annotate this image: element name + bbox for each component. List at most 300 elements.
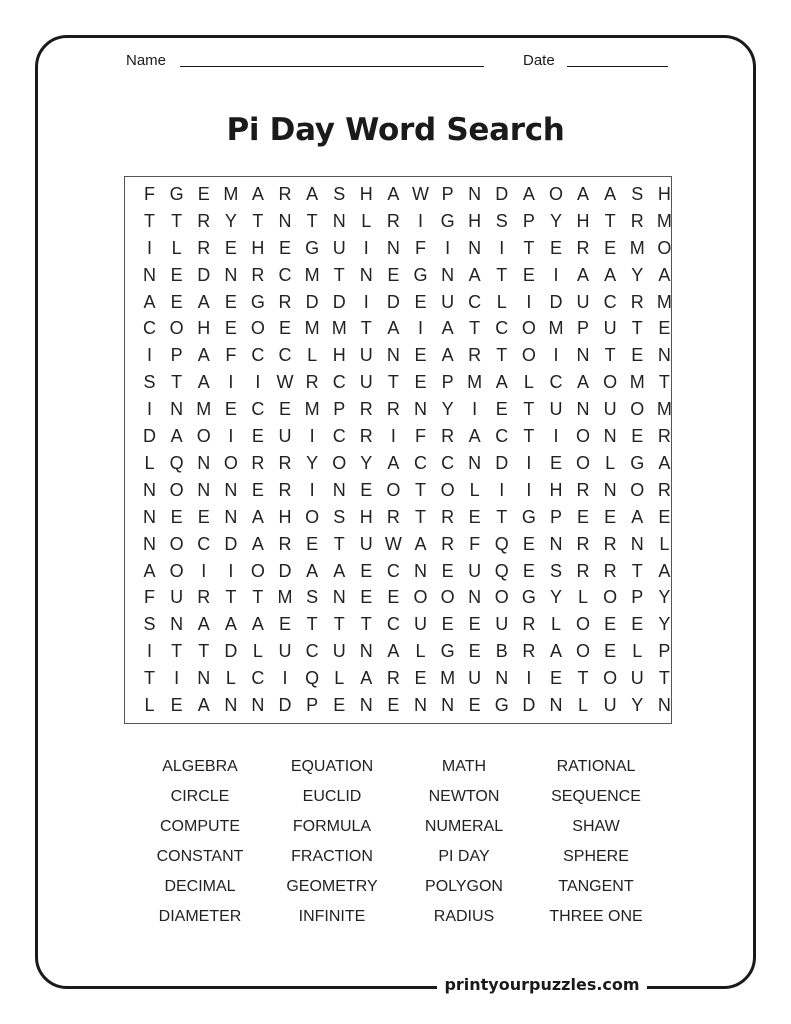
- grid-letter: G: [440, 210, 455, 231]
- grid-letter: N: [441, 264, 455, 285]
- grid-letter: N: [630, 533, 644, 554]
- grid-letter: U: [576, 291, 590, 312]
- grid-letter: R: [441, 506, 455, 527]
- grid-letter: Q: [169, 452, 184, 473]
- grid-letter: I: [309, 479, 315, 500]
- grid-letter: R: [603, 533, 617, 554]
- grid-letter: O: [196, 426, 211, 447]
- grid-letter: S: [143, 372, 156, 393]
- grid-letter: N: [603, 479, 617, 500]
- grid-letter: U: [549, 399, 563, 420]
- grid-letter: C: [413, 452, 427, 473]
- grid-row: [136, 531, 678, 558]
- grid-letter: I: [526, 452, 532, 473]
- grid-letter: U: [359, 533, 373, 554]
- grid-letter: E: [468, 641, 481, 662]
- grid-letter: G: [521, 506, 536, 527]
- grid-letter: H: [332, 345, 346, 366]
- grid-letter: T: [252, 587, 264, 608]
- grid-letter: N: [224, 264, 238, 285]
- word-list-item: CIRCLE: [170, 788, 230, 805]
- grid-letter: O: [521, 345, 536, 366]
- grid-letter: O: [576, 614, 591, 635]
- grid-letter: A: [224, 614, 237, 635]
- grid-letter: C: [251, 345, 265, 366]
- grid-letter: R: [197, 210, 211, 231]
- grid-letter: A: [549, 641, 562, 662]
- grid-letter: T: [604, 345, 616, 366]
- grid-letter: N: [549, 695, 563, 716]
- word-list-item: PI DAY: [438, 848, 490, 865]
- grid-letter: O: [169, 533, 184, 554]
- grid-letter: N: [468, 183, 482, 204]
- grid-letter: R: [278, 533, 292, 554]
- grid-letter: N: [143, 506, 157, 527]
- grid-row: [136, 208, 678, 235]
- grid-letter: L: [144, 695, 155, 716]
- grid-letter: T: [171, 372, 183, 393]
- grid-letter: T: [144, 210, 156, 231]
- grid-letter: T: [144, 668, 156, 689]
- grid-letter: F: [144, 183, 156, 204]
- grid-letter: A: [333, 560, 346, 581]
- word-list-item: CONSTANT: [156, 848, 244, 865]
- grid-letter: L: [496, 291, 507, 312]
- grid-letter: A: [387, 318, 400, 339]
- grid-letter: S: [495, 210, 508, 231]
- grid-row: [136, 692, 678, 719]
- grid-row: [136, 477, 678, 504]
- grid-letter: T: [658, 668, 670, 689]
- grid-letter: I: [228, 426, 234, 447]
- word-list-item: NUMERAL: [424, 818, 504, 835]
- grid-letter: R: [657, 426, 671, 447]
- grid-letter: E: [279, 318, 292, 339]
- grid-letter: U: [359, 372, 373, 393]
- grid-letter: N: [576, 345, 590, 366]
- grid-letter: E: [360, 479, 373, 500]
- grid-letter: S: [631, 183, 644, 204]
- grid-letter: A: [143, 560, 156, 581]
- word-list-item: FORMULA: [292, 818, 372, 835]
- grid-letter: R: [522, 641, 536, 662]
- grid-letter: E: [631, 345, 644, 366]
- grid-letter: P: [549, 506, 562, 527]
- grid-letter: N: [495, 668, 509, 689]
- grid-letter: C: [197, 533, 211, 554]
- grid-letter: N: [468, 587, 482, 608]
- grid-letter: D: [197, 264, 211, 285]
- grid-letter: E: [170, 291, 183, 312]
- grid-letter: N: [197, 452, 211, 473]
- grid-letter: T: [496, 506, 508, 527]
- grid-letter: O: [576, 452, 591, 473]
- grid-letter: Y: [631, 695, 644, 716]
- grid-row: [136, 450, 678, 477]
- grid-letter: O: [657, 237, 672, 258]
- word-list-item: RATIONAL: [556, 758, 636, 775]
- grid-letter: O: [169, 560, 184, 581]
- grid-letter: E: [658, 318, 671, 339]
- grid-letter: N: [359, 264, 373, 285]
- word-list-item: TANGENT: [558, 878, 634, 895]
- grid-letter: T: [469, 318, 481, 339]
- grid-letter: T: [496, 345, 508, 366]
- word-list-item: ALGEBRA: [162, 758, 238, 775]
- grid-letter: C: [305, 641, 319, 662]
- grid-letter: T: [333, 533, 345, 554]
- name-line: [180, 66, 484, 67]
- grid-letter: S: [333, 183, 346, 204]
- grid-letter: D: [549, 291, 563, 312]
- grid-letter: N: [278, 210, 292, 231]
- grid-letter: E: [522, 533, 535, 554]
- grid-letter: E: [279, 614, 292, 635]
- grid-letter: I: [228, 372, 234, 393]
- grid-letter: P: [658, 641, 671, 662]
- grid-letter: T: [631, 560, 643, 581]
- grid-letter: I: [147, 399, 153, 420]
- grid-letter: N: [224, 695, 238, 716]
- grid-letter: O: [305, 506, 320, 527]
- grid-row: [136, 611, 678, 638]
- grid-letter: O: [250, 560, 265, 581]
- grid-letter: H: [549, 479, 563, 500]
- grid-letter: U: [413, 614, 427, 635]
- grid-letter: T: [523, 399, 535, 420]
- grid-letter: R: [576, 479, 590, 500]
- grid-letter: P: [333, 399, 346, 420]
- grid-letter: E: [441, 560, 454, 581]
- grid-row: [136, 396, 678, 423]
- grid-letter: D: [495, 452, 509, 473]
- grid-letter: N: [468, 452, 482, 473]
- grid-letter: E: [251, 479, 264, 500]
- grid-letter: N: [413, 560, 427, 581]
- grid-letter: I: [255, 372, 261, 393]
- grid-letter: A: [495, 372, 508, 393]
- grid-letter: A: [441, 345, 454, 366]
- grid-letter: C: [495, 426, 509, 447]
- grid-letter: R: [278, 183, 292, 204]
- grid-letter: A: [522, 183, 535, 204]
- grid-letter: F: [225, 345, 237, 366]
- grid-letter: I: [526, 479, 532, 500]
- grid-letter: E: [279, 399, 292, 420]
- grid-letter: E: [387, 587, 400, 608]
- grid-letter: N: [386, 237, 400, 258]
- grid-letter: A: [414, 533, 427, 554]
- word-list-item: INFINITE: [298, 908, 366, 925]
- grid-letter: R: [278, 452, 292, 473]
- grid-row: [136, 638, 678, 665]
- grid-letter: C: [143, 318, 157, 339]
- grid-letter: A: [604, 264, 617, 285]
- grid-letter: O: [250, 318, 265, 339]
- grid-letter: G: [521, 587, 536, 608]
- grid-letter: R: [576, 533, 590, 554]
- grid-letter: Q: [494, 533, 509, 554]
- grid-letter: O: [630, 479, 645, 500]
- grid-letter: R: [251, 452, 265, 473]
- grid-letter: L: [171, 237, 182, 258]
- grid-letter: O: [603, 668, 618, 689]
- grid-letter: R: [197, 587, 211, 608]
- grid-letter: I: [553, 426, 559, 447]
- grid-row: [136, 262, 678, 289]
- word-list-item: DIAMETER: [158, 908, 242, 925]
- grid-letter: N: [332, 210, 346, 231]
- grid-letter: C: [468, 291, 482, 312]
- grid-letter: E: [522, 560, 535, 581]
- grid-letter: I: [417, 210, 423, 231]
- grid-letter: M: [629, 237, 645, 258]
- grid-letter: O: [576, 426, 591, 447]
- grid-letter: Y: [549, 210, 562, 231]
- grid-letter: N: [576, 399, 590, 420]
- grid-letter: T: [306, 210, 318, 231]
- word-list-item: RADIUS: [433, 908, 495, 925]
- grid-letter: A: [468, 264, 481, 285]
- grid-letter: E: [414, 291, 427, 312]
- grid-letter: N: [657, 345, 671, 366]
- grid-letter: N: [603, 426, 617, 447]
- grid-letter: S: [549, 560, 562, 581]
- grid-letter: O: [169, 479, 184, 500]
- grid-letter: R: [576, 237, 590, 258]
- grid-letter: I: [147, 641, 153, 662]
- grid-letter: I: [472, 399, 478, 420]
- word-list-item: DECIMAL: [164, 878, 236, 895]
- grid-letter: O: [576, 641, 591, 662]
- grid-letter: E: [468, 506, 481, 527]
- grid-letter: T: [171, 210, 183, 231]
- grid-letter: L: [632, 641, 643, 662]
- grid-letter: A: [658, 264, 671, 285]
- grid-letter: E: [414, 668, 427, 689]
- grid-letter: L: [252, 641, 263, 662]
- grid-letter: I: [363, 237, 369, 258]
- grid-letter: R: [278, 291, 292, 312]
- grid-letter: O: [603, 372, 618, 393]
- grid-letter: A: [197, 372, 210, 393]
- grid-letter: U: [603, 318, 617, 339]
- word-list-item: GEOMETRY: [286, 878, 378, 895]
- word-list-item: FRACTION: [291, 848, 373, 865]
- grid-letter: A: [143, 291, 156, 312]
- grid-letter: N: [143, 479, 157, 500]
- grid-letter: E: [414, 372, 427, 393]
- grid-letter: E: [197, 506, 210, 527]
- word-list-item: POLYGON: [425, 878, 503, 895]
- grid-letter: T: [333, 264, 345, 285]
- grid-letter: M: [223, 183, 239, 204]
- grid-letter: N: [197, 668, 211, 689]
- grid-letter: N: [549, 533, 563, 554]
- grid-row: [136, 423, 678, 450]
- grid-letter: G: [413, 264, 428, 285]
- grid-letter: M: [304, 264, 320, 285]
- grid-letter: A: [387, 641, 400, 662]
- grid-letter: T: [360, 318, 372, 339]
- grid-letter: A: [306, 183, 319, 204]
- grid-letter: F: [469, 533, 481, 554]
- grid-letter: D: [224, 641, 238, 662]
- grid-letter: E: [251, 426, 264, 447]
- grid-letter: B: [495, 641, 508, 662]
- grid-letter: U: [332, 237, 346, 258]
- grid-letter: N: [224, 506, 238, 527]
- grid-letter: R: [197, 237, 211, 258]
- grid-letter: E: [224, 399, 237, 420]
- grid-letter: M: [304, 399, 320, 420]
- date-line: [567, 66, 668, 67]
- grid-letter: A: [658, 560, 671, 581]
- grid-letter: E: [333, 695, 346, 716]
- grid-letter: U: [278, 426, 292, 447]
- grid-letter: Y: [631, 264, 644, 285]
- grid-letter: U: [278, 641, 292, 662]
- grid-letter: E: [170, 695, 183, 716]
- grid-letter: N: [170, 399, 184, 420]
- grid-letter: O: [440, 587, 455, 608]
- grid-letter: E: [631, 426, 644, 447]
- grid-letter: L: [415, 641, 426, 662]
- grid-letter: H: [197, 318, 211, 339]
- grid-letter: L: [225, 668, 236, 689]
- grid-letter: E: [658, 506, 671, 527]
- footer-site: printyourpuzzles.com: [437, 975, 647, 994]
- word-list-item: THREE ONE: [549, 908, 643, 925]
- grid-letter: E: [387, 695, 400, 716]
- grid-letter: I: [147, 237, 153, 258]
- grid-letter: E: [387, 264, 400, 285]
- grid-letter: H: [576, 210, 590, 231]
- grid-letter: E: [414, 345, 427, 366]
- grid-letter: T: [171, 641, 183, 662]
- grid-letter: U: [170, 587, 184, 608]
- grid-letter: T: [360, 614, 372, 635]
- grid-letter: M: [629, 372, 645, 393]
- grid-letter: E: [549, 237, 562, 258]
- grid-letter: A: [387, 452, 400, 473]
- grid-letter: R: [251, 264, 265, 285]
- grid-letter: C: [332, 426, 346, 447]
- grid-letter: O: [413, 587, 428, 608]
- grid-letter: N: [441, 695, 455, 716]
- grid-letter: H: [657, 183, 671, 204]
- word-list-item: EQUATION: [290, 758, 374, 775]
- grid-letter: A: [604, 183, 617, 204]
- grid-row: [136, 235, 678, 262]
- grid-letter: L: [144, 452, 155, 473]
- grid-letter: I: [526, 668, 532, 689]
- grid-letter: E: [549, 668, 562, 689]
- grid-letter: E: [197, 183, 210, 204]
- grid-letter: T: [496, 264, 508, 285]
- grid-letter: R: [630, 291, 644, 312]
- grid-letter: A: [197, 614, 210, 635]
- grid-letter: G: [250, 291, 265, 312]
- grid-letter: A: [658, 452, 671, 473]
- grid-letter: M: [548, 318, 564, 339]
- grid-letter: D: [278, 695, 292, 716]
- grid-letter: E: [495, 399, 508, 420]
- grid-letter: O: [521, 318, 536, 339]
- grid-letter: C: [278, 264, 292, 285]
- grid-letter: N: [413, 695, 427, 716]
- grid-letter: I: [526, 291, 532, 312]
- grid-letter: N: [251, 695, 265, 716]
- grid-letter: M: [656, 399, 672, 420]
- grid-letter: T: [414, 479, 426, 500]
- grid-letter: D: [305, 291, 319, 312]
- grid-letter: M: [467, 372, 483, 393]
- grid-letter: T: [604, 210, 616, 231]
- grid-letter: N: [359, 641, 373, 662]
- grid-letter: A: [197, 345, 210, 366]
- grid-letter: W: [276, 372, 294, 393]
- grid-letter: A: [197, 291, 210, 312]
- grid-letter: C: [441, 452, 455, 473]
- grid-letter: A: [441, 318, 454, 339]
- grid-letter: P: [441, 372, 454, 393]
- grid-letter: A: [251, 506, 264, 527]
- grid-letter: F: [414, 237, 426, 258]
- grid-letter: Y: [549, 587, 562, 608]
- grid-letter: M: [440, 668, 456, 689]
- grid-letter: N: [224, 479, 238, 500]
- grid-letter: Y: [441, 399, 454, 420]
- grid-letter: I: [417, 318, 423, 339]
- grid-row: [136, 585, 678, 612]
- grid-letter: U: [359, 345, 373, 366]
- grid-letter: L: [578, 587, 589, 608]
- grid-letter: N: [359, 695, 373, 716]
- grid-letter: O: [386, 479, 401, 500]
- grid-letter: M: [304, 318, 320, 339]
- grid-letter: R: [657, 479, 671, 500]
- grid-letter: L: [523, 372, 534, 393]
- grid-row: [136, 504, 678, 531]
- grid-letter: H: [251, 237, 265, 258]
- grid-letter: Y: [224, 210, 237, 231]
- grid-letter: T: [523, 237, 535, 258]
- grid-letter: T: [198, 641, 210, 662]
- grid-letter: E: [577, 506, 590, 527]
- grid-letter: E: [631, 614, 644, 635]
- grid-letter: N: [657, 695, 671, 716]
- grid-letter: C: [549, 372, 563, 393]
- grid-letter: I: [499, 479, 505, 500]
- grid-letter: S: [333, 506, 346, 527]
- grid-letter: E: [604, 237, 617, 258]
- grid-letter: T: [658, 372, 670, 393]
- grid-letter: Q: [305, 668, 320, 689]
- grid-letter: R: [630, 210, 644, 231]
- grid-letter: H: [359, 183, 373, 204]
- grid-letter: G: [494, 695, 509, 716]
- grid-letter: O: [603, 587, 618, 608]
- grid-letter: M: [331, 318, 347, 339]
- page-title: Pi Day Word Search: [226, 112, 565, 148]
- grid-letter: A: [577, 183, 590, 204]
- grid-letter: A: [306, 560, 319, 581]
- grid-letter: D: [522, 695, 536, 716]
- grid-letter: U: [441, 291, 455, 312]
- grid-letter: P: [170, 345, 183, 366]
- grid-letter: N: [170, 614, 184, 635]
